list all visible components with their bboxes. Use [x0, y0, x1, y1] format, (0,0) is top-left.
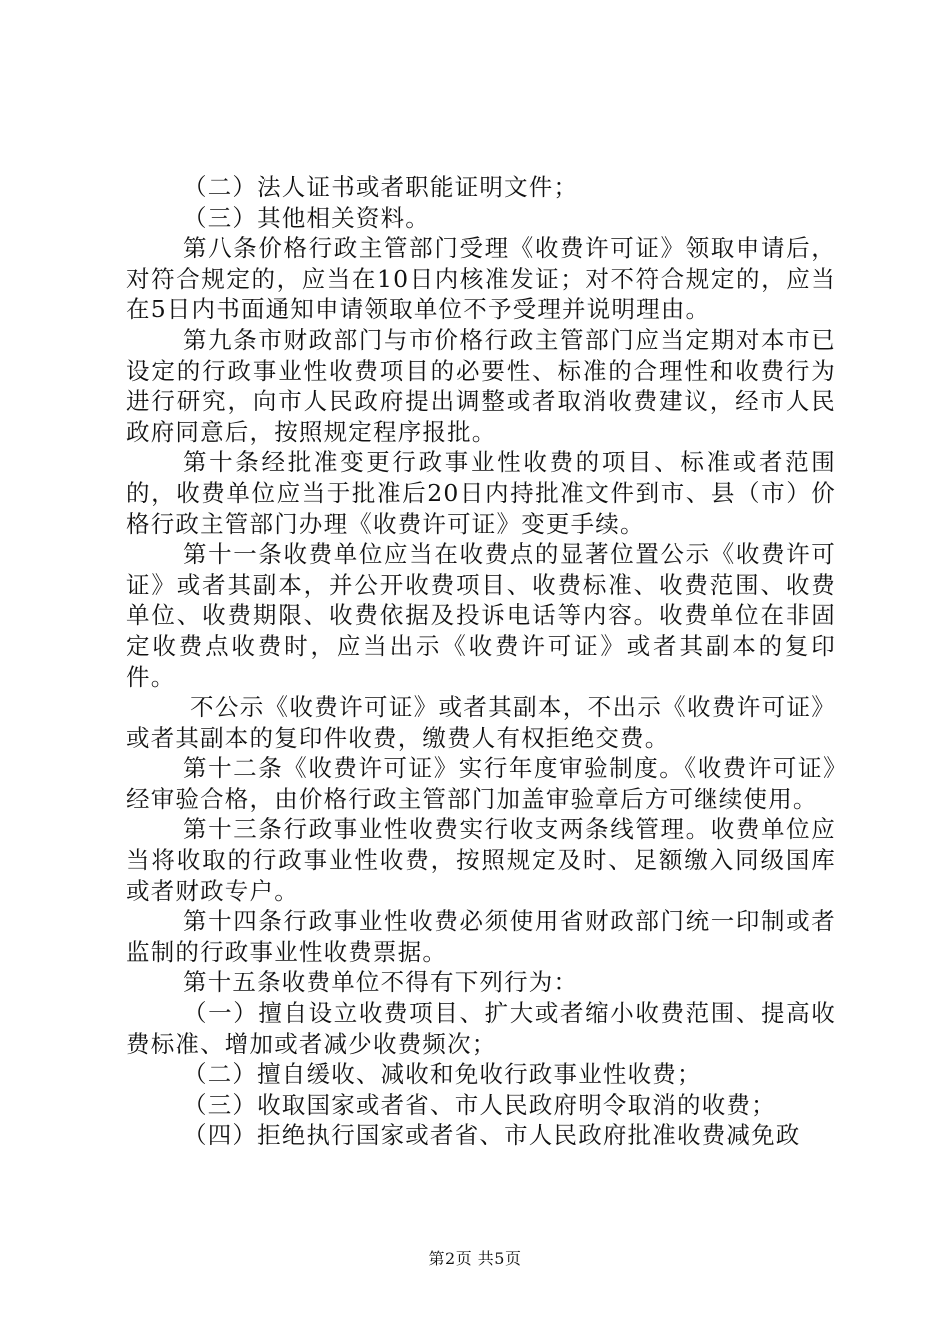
paragraph: 第十二条《收费许可证》实行年度审验制度。《收费许可证》经审验合格，由价格行政主管部门加盖审验章后方可继续使用。: [126, 754, 836, 813]
paragraph: 第十一条收费单位应当在收费点的显著位置公示《收费许可证》或者其副本，并公开收费项目、收费标准、收费范围、收费单位、收费期限、收费依据及投诉电话等内容。收费单位在非固定收费点收费时，应当出示《收费许可证》或者其副本的复印件。: [126, 540, 836, 691]
paragraph: 第十五条收费单位不得有下列行为：: [183, 968, 579, 997]
paragraph: 第十四条行政事业性收费必须使用省财政部门统一印制或者监制的行政事业性收费票据。: [126, 907, 836, 966]
paragraph: （三）收取国家或者省、市人民政府明令取消的收费；: [183, 1090, 776, 1119]
paragraph: （二）法人证书或者职能证明文件；: [183, 173, 579, 201]
paragraph: 第八条价格行政主管部门受理《收费许可证》领取申请后，对符合规定的，应当在10日内核准发证；对不符合规定的，应当在5日内书面通知申请领取单位不予受理并说明理由。: [126, 234, 836, 324]
paragraph: 第十三条行政事业性收费实行收支两条线管理。收费单位应当将收取的行政事业性收费，按照规定及时、足额缴入同级国库或者财政专户。: [126, 815, 836, 905]
paragraph: 第九条市财政部门与市价格行政主管部门应当定期对本市已设定的行政事业性收费项目的必要性、标准的合理性和收费行为进行研究，向市人民政府提出调整或者取消收费建议，经市人民政府同意后，按照规定程序报批。: [126, 325, 836, 446]
page-number-footer: 第2页 共5页: [428, 1249, 522, 1268]
paragraph: 第十条经批准变更行政事业性收费的项目、标准或者范围的，收费单位应当于批准后20日内持批准文件到市、县（市）价格行政主管部门办理《收费许可证》变更手续。: [126, 448, 836, 538]
document-body: [126, 172, 836, 1151]
paragraph: （二）擅自缓收、减收和免收行政事业性收费；: [183, 1060, 702, 1089]
paragraph: （一）擅自设立收费项目、扩大或者缩小收费范围、提高收费标准、增加或者减少收费频次；: [126, 999, 836, 1058]
paragraph: （四）拒绝执行国家或者省、市人民政府批准收费减免政: [183, 1121, 801, 1150]
paragraph: 不公示《收费许可证》或者其副本，不出示《收费许可证》或者其副本的复印件收费，缴费人有权拒绝交费。: [126, 693, 836, 752]
paragraph: （三）其他相关资料。: [183, 203, 430, 232]
